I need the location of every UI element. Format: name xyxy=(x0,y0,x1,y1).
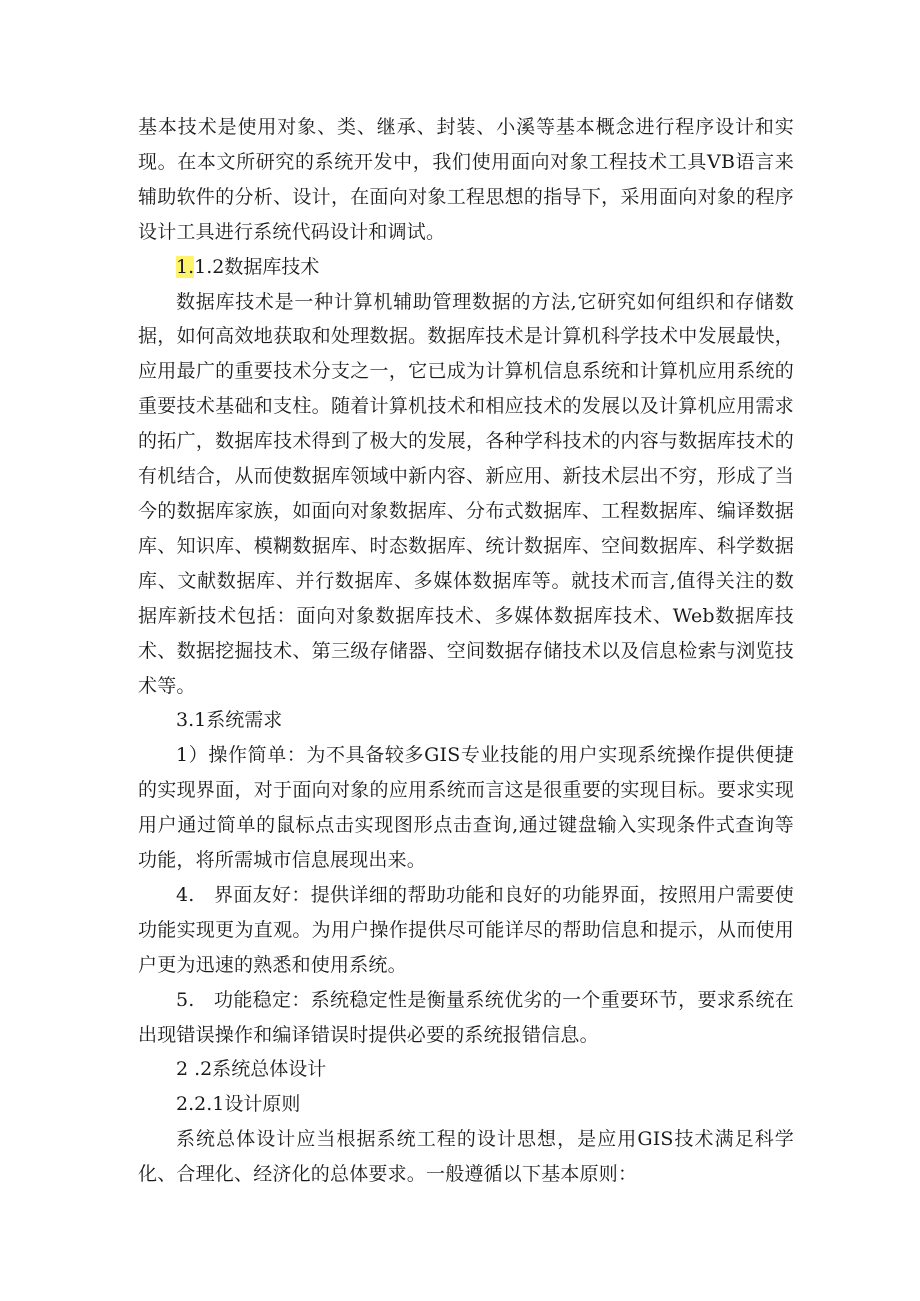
heading-2-2-1: 2.2.1设计原则 xyxy=(176,1093,301,1116)
paragraph-requirement-1: 1）操作简单：为不具备较多GIS专业技能的用户实现系统操作提供便捷的实现界面，对于面向对象的应用系统而言这是很重要的实现目标。要求实现用户通过简单的鼠标点击实现图形点击查询,通过键盘输入实现条件式查询等功能，将所需城市信息展现出来。 xyxy=(138,744,794,872)
paragraph-database-technology: 数据库技术是一种计算机辅助管理数据的方法,它研究如何组织和存储数据，如何高效地获取和处理数据。数据库技术是计算机科学技术中发展最快，应用最广的重要技术分支之一，它已成为计算机信息系统和计算机应用系统的重要技术基础和支柱。随着计算机技术和相应技术的发展以及计算机应用需求的拓广，数据库技术得到了极大的发展，各种学科技术的内容与数据库技术的有机结合，从而使数据库领域中新内容、新应用、新技术层出不穷，形成了当今的数据库家族，如面向对象数据库、分布式数据库、工程数据库、编译数据库、知识库、模糊数据库、时态数据库、统计数据库、空间数据库、科学数据库、文献数据库、并行数据库、多媒体数据库等。就技术而言,值得关注的数据库新技术包括：面向对象数据库技术、多媒体数据库技术、Web数据库技术、数据挖掘技术、第三级存储器、空间数据存储技术以及信息检索与浏览技术等。 xyxy=(138,290,794,697)
heading-1-1-2 xyxy=(138,250,794,285)
highlighted-section-number: 1. xyxy=(176,255,195,278)
heading-2-2: 2 .2系统总体设计 xyxy=(176,1058,327,1081)
heading-1-1-2-title: 1.2数据库技术 xyxy=(194,255,320,278)
heading-3-1: 3.1系统需求 xyxy=(176,709,283,732)
paragraph-requirement-4: 4. 界面友好：提供详细的帮助功能和良好的功能界面，按照用户需要使功能实现更为直观。为用户操作提供尽可能详尽的帮助信息和提示，从而使用户更为迅速的熟悉和使用系统。 xyxy=(138,883,794,976)
document-body xyxy=(138,110,794,1192)
paragraph-intro: 基本技术是使用对象、类、继承、封装、小溪等基本概念进行程序设计和实现。在本文所研究的系统开发中，我们使用面向对象工程技术工具VB语言来辅助软件的分析、设计，在面向对象工程思想的指导下，采用面向对象的程序设计工具进行系统代码设计和调试。 xyxy=(138,116,794,243)
paragraph-requirement-5: 5. 功能稳定：系统稳定性是衡量系统优劣的一个重要环节，要求系统在出现错误操作和编译错误时提供必要的系统报错信息。 xyxy=(138,988,794,1046)
paragraph-design-principle: 系统总体设计应当根据系统工程的设计思想，是应用GIS技术满足科学化、合理化、经济化的总体要求。一般遵循以下基本原则： xyxy=(138,1128,794,1186)
